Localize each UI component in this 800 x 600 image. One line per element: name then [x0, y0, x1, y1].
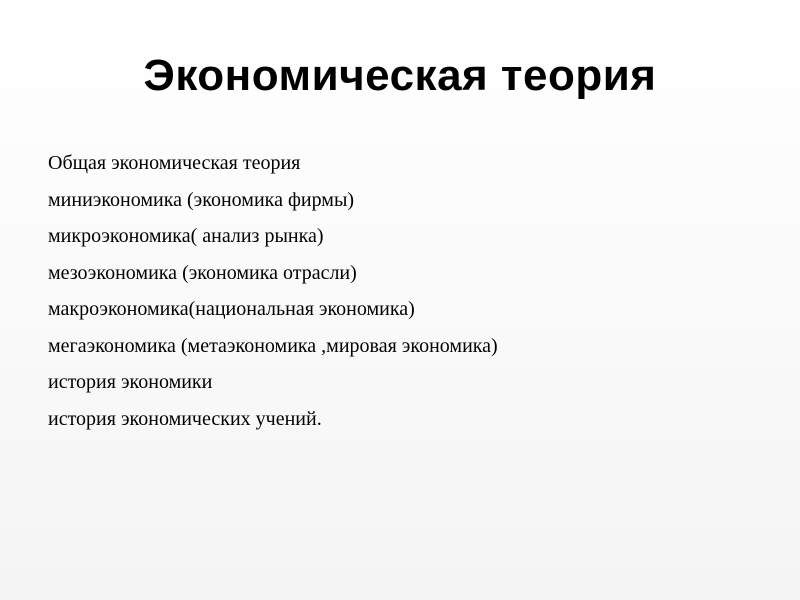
list-item: микроэкономика( анализ рынка): [48, 225, 324, 247]
list-item: миниэкономика (экономика фирмы): [48, 188, 355, 211]
topic-list: [48, 145, 768, 437]
slide-title: Экономическая теория: [143, 51, 657, 100]
list-item: мегаэкономика (метаэкономика ,мировая экономика): [48, 334, 498, 357]
list-item: история экономики: [48, 371, 213, 393]
list-item: история экономических учений.: [48, 407, 322, 430]
list-item: макроэкономика(национальная экономика): [48, 298, 415, 320]
list-item: Общая экономическая теория: [48, 152, 301, 174]
list-item: мезоэкономика (экономика отрасли): [48, 261, 357, 284]
